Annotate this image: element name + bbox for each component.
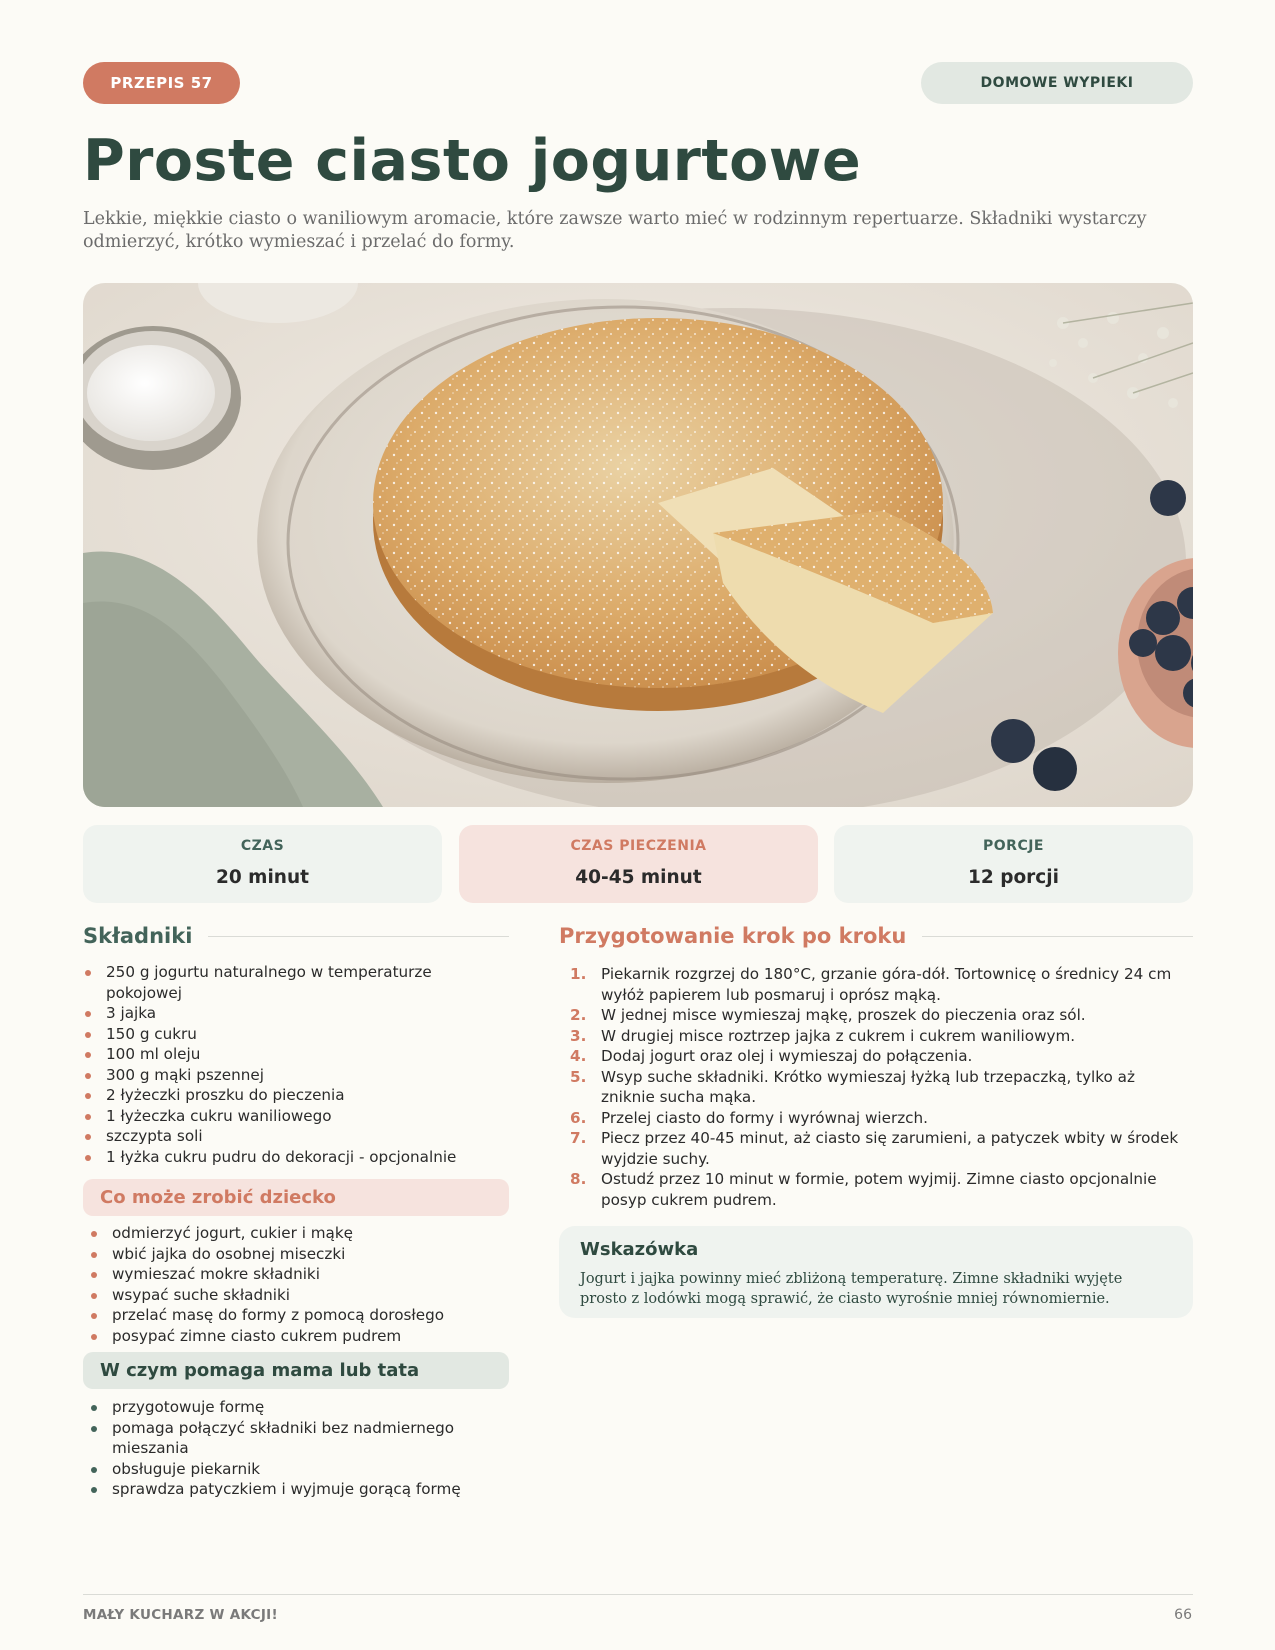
category-badge: DOMOWE WYPIEKI	[921, 62, 1193, 104]
step-item	[559, 1005, 1193, 1026]
step-item	[559, 1046, 1193, 1067]
tip-box	[559, 1226, 1193, 1318]
step-item	[559, 1128, 1193, 1169]
kid-tasks-list	[89, 1223, 509, 1346]
list-item: 1 łyżeczka cukru waniliowego	[83, 1106, 509, 1127]
step-text: W drugiej misce roztrzep jajka z cukrem i cukrem waniliowym.	[601, 1026, 1076, 1045]
step-item	[559, 1026, 1193, 1047]
step-item	[559, 1108, 1193, 1129]
recipe-intro: Lekkie, miękkie ciasto o waniliowym aromacie, które zawsze warto mieć w rodzinnym repertuarze. Składniki wystarczy odmierzyć, krótko wymieszać i przelać do formy.	[83, 209, 1147, 252]
step-number: 3.	[570, 1026, 587, 1045]
list-item: wsypać suche składniki	[89, 1285, 509, 1306]
step-text: Piecz przez 40-45 minut, aż ciasto się zarumieni, a patyczek wbity w środek wyjdzie suchy.	[601, 1129, 1179, 1168]
step-item	[559, 964, 1193, 1005]
prep-time-value: 20 minut	[216, 867, 309, 888]
servings-card	[834, 825, 1193, 903]
list-item: 1 łyżka cukru pudru do dekoracji - opcjonalnie	[83, 1147, 509, 1168]
step-item	[559, 1169, 1193, 1210]
prep-time-card	[83, 825, 442, 903]
list-item: szczypta soli	[83, 1126, 509, 1147]
list-item: pomaga połączyć składniki bez nadmiernego mieszania	[89, 1418, 509, 1459]
list-item: 250 g jogurtu naturalnego w temperaturze pokojowej	[83, 962, 509, 1003]
kid-tasks-heading: Co może zrobić dziecko	[83, 1179, 509, 1216]
step-text: Ostudź przez 10 minut w formie, potem wyjmij. Zimne ciasto opcjonalnie posyp cukrem pudrem.	[601, 1170, 1157, 1209]
tip-heading: Wskazówka	[580, 1239, 699, 1260]
page-title: Proste ciasto jogurtowe	[83, 128, 862, 194]
bake-time-card	[459, 825, 818, 903]
step-text: Przelej ciasto do formy i wyrównaj wierzch.	[601, 1108, 928, 1127]
bake-time-label: CZAS PIECZENIA	[570, 838, 707, 854]
list-item: obsługuje piekarnik	[89, 1459, 509, 1480]
list-item: 3 jajka	[83, 1003, 509, 1024]
servings-label: PORCJE	[983, 838, 1044, 854]
step-number: 6.	[570, 1108, 587, 1127]
tip-text: Jogurt i jajka powinny mieć zbliżoną temperaturę. Zimne składniki wyjęte prosto z lodówki mogą sprawić, że ciasto wyrośnie mniej równomiernie.	[580, 1271, 1123, 1307]
step-number: 1.	[570, 965, 587, 983]
list-item: 2 łyżeczki proszku do pieczenia	[83, 1085, 509, 1106]
list-item: wymieszać mokre składniki	[89, 1264, 509, 1285]
heading-divider	[922, 936, 1193, 937]
step-text: W jednej misce wymieszaj mąkę, proszek do pieczenia oraz sól.	[601, 1006, 1086, 1024]
list-item: przelać masę do formy z pomocą dorosłego	[89, 1305, 509, 1326]
step-number: 7.	[570, 1129, 587, 1147]
step-number: 4.	[570, 1047, 587, 1065]
list-item: 300 g mąki pszennej	[83, 1065, 509, 1086]
list-item: posypać zimne ciasto cukrem pudrem	[89, 1326, 509, 1347]
list-item: 150 g cukru	[83, 1024, 509, 1045]
footer-divider	[83, 1594, 1193, 1595]
list-item: wbić jajka do osobnej miseczki	[89, 1244, 509, 1265]
parent-tasks-list	[89, 1397, 509, 1500]
step-item	[559, 1067, 1193, 1108]
bake-time-value: 40-45 minut	[575, 867, 702, 888]
step-number: 5.	[570, 1067, 587, 1086]
step-text: Dodaj jogurt oraz olej i wymieszaj do połączenia.	[601, 1047, 973, 1065]
step-number: 2.	[570, 1006, 587, 1024]
step-text: Wsyp suche składniki. Krótko wymieszaj łyżką lub trzepaczką, tylko aż zniknie sucha mąka.	[601, 1067, 1135, 1106]
preparation-steps	[559, 964, 1193, 1210]
list-item: 100 ml oleju	[83, 1044, 509, 1065]
servings-value: 12 porcji	[968, 867, 1059, 888]
recipe-number-badge: PRZEPIS 57	[83, 62, 240, 104]
list-item: odmierzyć jogurt, cukier i mąkę	[89, 1223, 509, 1244]
ingredients-heading-text: Składniki	[83, 924, 193, 948]
step-number: 8.	[570, 1170, 587, 1188]
heading-divider	[208, 936, 509, 937]
page-number: 66	[1174, 1607, 1192, 1623]
preparation-heading	[559, 924, 1193, 948]
step-text: Piekarnik rozgrzej do 180°C, grzanie góra-dół. Tortownicę o średnicy 24 cm wyłóż papierem lub posmaruj i oprósz mąką.	[601, 965, 1172, 1004]
prep-time-label: CZAS	[240, 838, 285, 854]
parent-tasks-heading: W czym pomaga mama lub tata	[83, 1352, 509, 1389]
cake-photo	[83, 283, 1193, 807]
ingredients-list	[83, 962, 509, 1167]
list-item: przygotowuje formę	[89, 1397, 509, 1418]
ingredients-heading	[83, 924, 509, 948]
list-item: sprawdza patyczkiem i wyjmuje gorącą formę	[89, 1479, 509, 1500]
footer-book-title: MAŁY KUCHARZ W AKCJI!	[83, 1607, 278, 1623]
preparation-heading-text: Przygotowanie krok po kroku	[559, 924, 907, 948]
